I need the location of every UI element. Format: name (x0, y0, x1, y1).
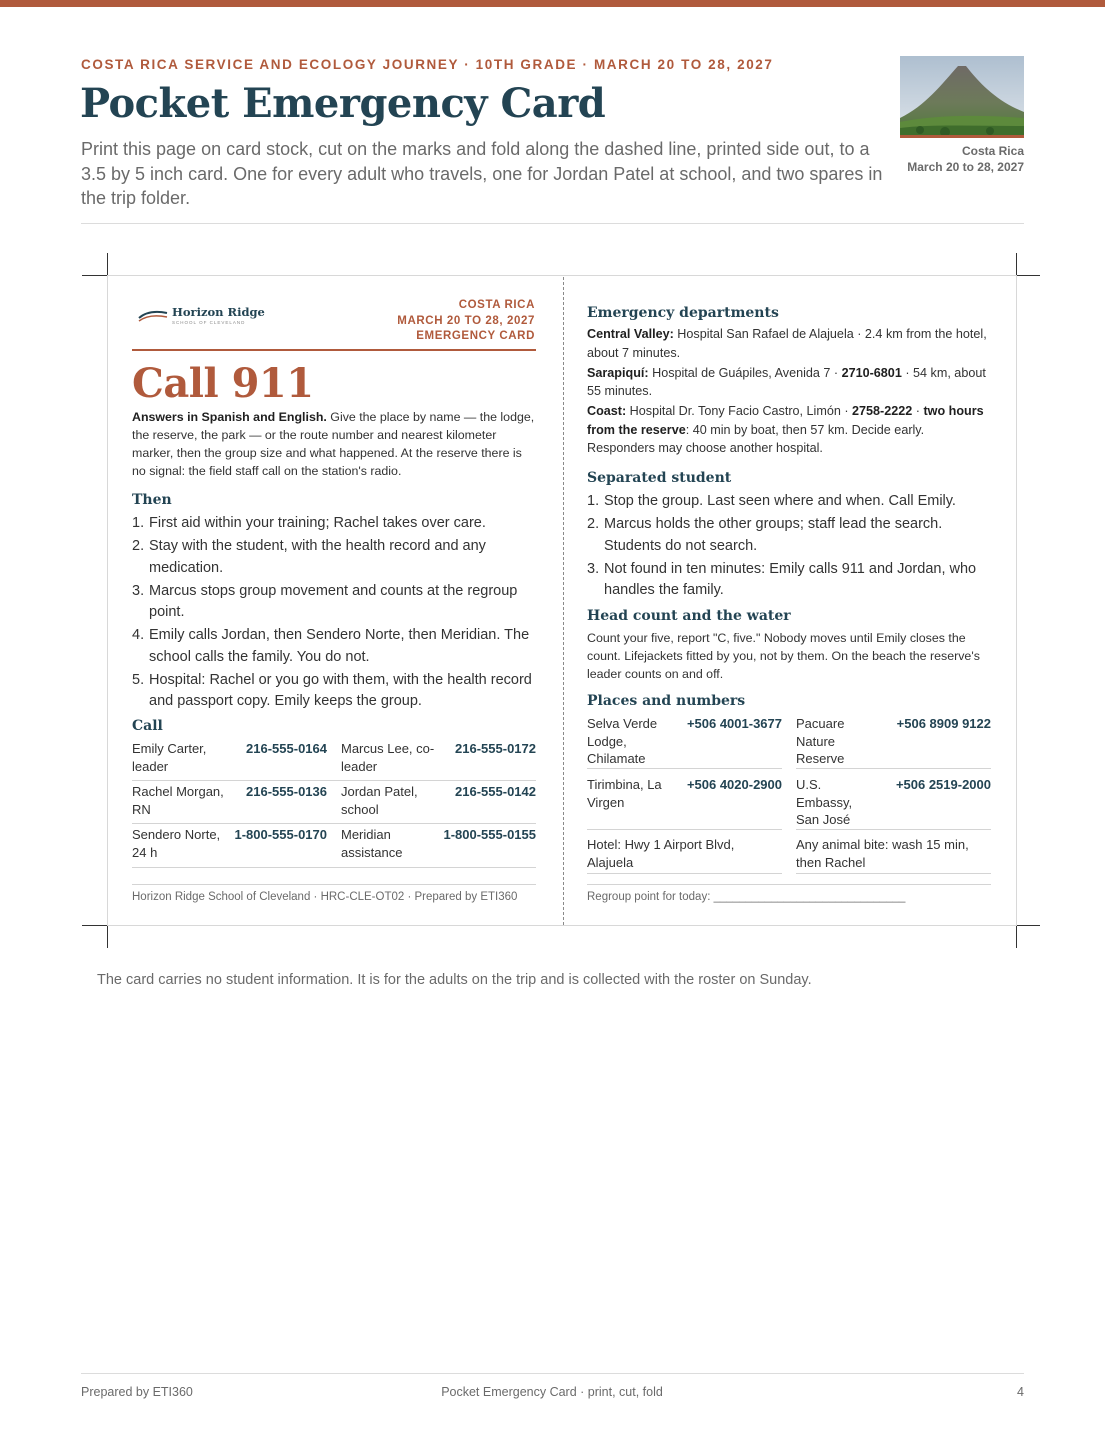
top-accent-bar (0, 0, 1105, 7)
crop-mark (107, 926, 108, 948)
table-row (132, 740, 536, 781)
emergency-departments-list (587, 325, 991, 459)
intro-text: Print this page on card stock, cut on the marks and fold along the dashed line, printed side out, to a 3.5 by 5 inch card. One for every adult who travels, one for Jordan Patel at school, and two spares in the trip folder. (81, 139, 883, 208)
trip-eyebrow: COSTA RICA SERVICE AND ECOLOGY JOURNEY · 10TH GRADE · MARCH 20 TO 28, 2027 (81, 57, 774, 72)
table-row (587, 836, 991, 874)
crop-mark (82, 925, 107, 926)
list-item: 1. First aid within your training; Rachel takes over care. (132, 515, 486, 531)
call-instructions-lead: Answers in Spanish and English. (132, 410, 327, 424)
place-cell: Selva Verde Lodge, Chilamate +506 4001-3677 (587, 715, 782, 769)
card-tag-dates: MARCH 20 TO 28, 2027 (397, 314, 535, 327)
footer-divider (81, 1373, 1024, 1374)
list-item: 2. Stay with the student, with the health record and any medication. (132, 538, 486, 576)
contact-cell: Meridian assistance 1-800-555-0155 (341, 827, 536, 860)
fold-line (563, 277, 564, 925)
table-row (587, 776, 991, 830)
footer-prepared-by: Prepared by ETI360 (81, 1385, 193, 1399)
card-note: The card carries no student information. It is for the adults on the trip and is collected with the roster on Sunday. (97, 972, 812, 988)
places-heading: Places and numbers (587, 693, 746, 709)
list-item: 3. Not found in ten minutes: Emily calls 911 and Jordan, who handles the family. (587, 560, 977, 598)
school-logo-icon (138, 308, 168, 327)
table-row (587, 715, 991, 769)
card-header-rule (132, 349, 536, 351)
place-cell: Hotel: Hwy 1 Airport Blvd, Alajuela (587, 836, 782, 874)
then-steps-list (132, 513, 536, 714)
list-item: Sarapiquí: Hospital de Guápiles, Avenida 7 · 2710-6801 · 54 km, about 55 minutes. (587, 365, 986, 398)
call-instructions-body: Give the place by name — the lodge, the reserve, the park — or the route number and nearest kilometer marker, then the group size and what happened. At the reserve there is no signal: the field staff call on the station's radio. (132, 410, 535, 478)
places-table (587, 715, 991, 874)
photo-caption-place: Costa Rica (961, 144, 1024, 158)
contact-cell: Marcus Lee, co-leader 216-555-0172 (341, 741, 536, 774)
place-cell: U.S. Embassy, San José +506 2519-2000 (796, 776, 991, 830)
list-item: 4. Emily calls Jordan, then Sendero Norte, then Meridian. The school calls the family. You do not. (132, 627, 530, 665)
contact-cell: Jordan Patel, school 216-555-0142 (341, 784, 536, 817)
contact-cell: Sendero Norte, 24 h 1-800-555-0170 (132, 827, 327, 860)
list-item: 3. Marcus stops group movement and counts at the regroup point. (132, 582, 518, 620)
call-heading: Call (132, 718, 163, 734)
regroup-point-field: Regroup point for today: ______________________________ (587, 884, 991, 903)
crop-mark (82, 275, 107, 276)
card-tag-label: EMERGENCY CARD (416, 330, 535, 342)
contacts-table (132, 740, 536, 870)
school-logo-name: Horizon Ridge (172, 305, 265, 319)
head-count-heading: Head count and the water (587, 608, 791, 624)
list-item: 2. Marcus holds the other groups; staff lead the search. Students do not search. (587, 516, 943, 554)
crop-mark (107, 253, 108, 275)
call-instructions (132, 408, 536, 480)
card-footer-left: Horizon Ridge School of Cleveland · HRC-CLE-OT02 · Prepared by ETI360 (132, 884, 536, 903)
table-row (132, 826, 536, 868)
list-item: Central Valley: Hospital San Rafael de Alajuela · 2.4 km from the hotel, about 7 minutes. (587, 327, 987, 360)
separated-student-steps (587, 491, 991, 603)
header-divider (81, 223, 1024, 224)
emergency-departments-heading: Emergency departments (587, 305, 779, 321)
page-number: 4 (1017, 1385, 1024, 1399)
footer-title: Pocket Emergency Card · print, cut, fold (441, 1385, 663, 1399)
head-count-text: Count your five, report "C, five." Nobody moves until Emily closes the count. Lifejackets fitted by you, not by them. On the beach the reserve's leader counts on and off. (587, 631, 980, 681)
photo-caption (860, 143, 1024, 175)
card-tag-country: COSTA RICA (458, 299, 535, 311)
card-tag (340, 298, 535, 345)
list-item: 1. Stop the group. Last seen where and when. Call Emily. (587, 493, 956, 509)
crop-mark (1016, 926, 1017, 948)
page-title: Pocket Emergency Card (80, 80, 606, 127)
crop-mark (1016, 253, 1017, 275)
volcano-photo (900, 56, 1024, 138)
place-cell: Any animal bite: wash 15 min, then Rachel (796, 836, 991, 874)
list-item: 5. Hospital: Rachel or you go with them, with the health record and passport copy. Emily keeps the group. (132, 671, 532, 709)
photo-caption-dates: March 20 to 28, 2027 (907, 160, 1024, 174)
contact-cell: Rachel Morgan, RN 216-555-0136 (132, 784, 327, 817)
place-cell: Tirimbina, La Virgen +506 4020-2900 (587, 776, 782, 830)
crop-mark (1017, 925, 1040, 926)
call-911-headline: Call 911 (132, 360, 314, 407)
then-heading: Then (132, 492, 172, 508)
place-cell: Pacuare Nature Reserve +506 8909 9122 (796, 715, 991, 769)
school-logo-subtitle: SCHOOL OF CLEVELAND (172, 320, 246, 325)
crop-mark (1017, 275, 1040, 276)
separated-student-heading: Separated student (587, 470, 732, 486)
table-row (132, 783, 536, 824)
contact-cell: Emily Carter, leader 216-555-0164 (132, 741, 327, 774)
list-item: Coast: Hospital Dr. Tony Facio Castro, Limón · 2758-2222 · two hours from the reserve: 40 min by boat, then 57 km. Decide early. Responders may choose another hospital. (587, 404, 984, 455)
